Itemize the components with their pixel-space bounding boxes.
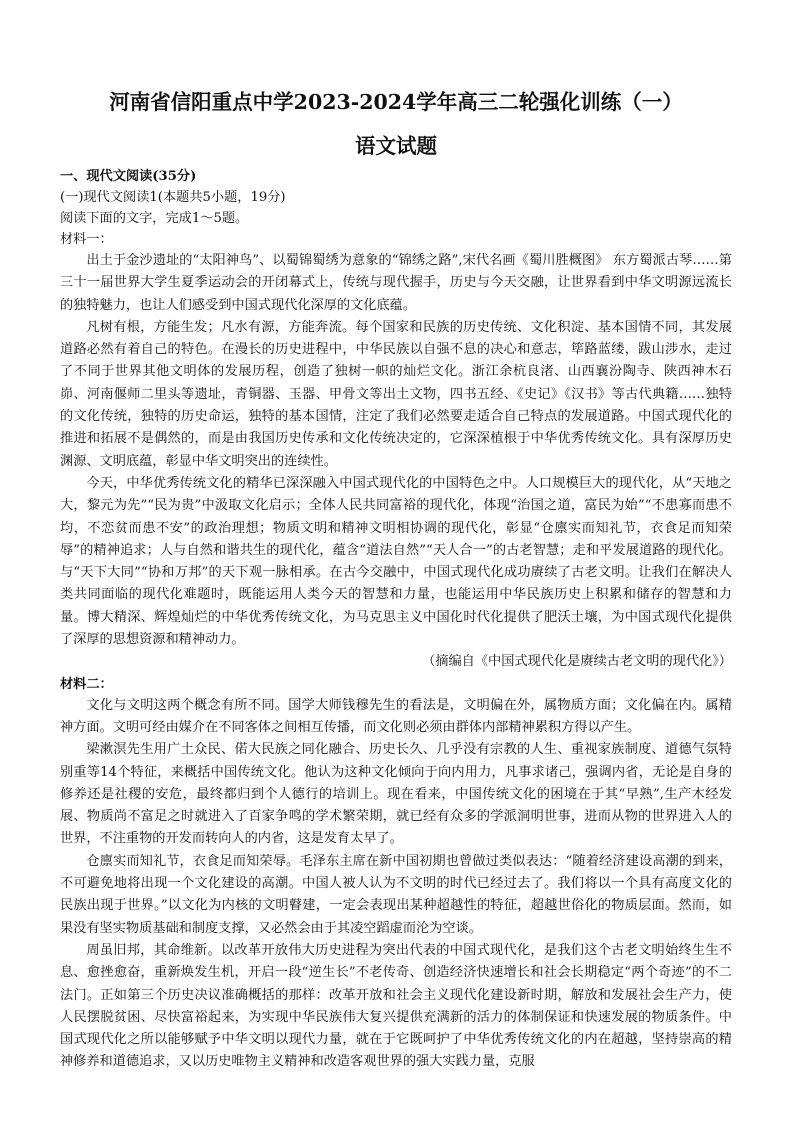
- material2-label: 材料二：: [60, 676, 113, 692]
- material1-paragraph-2: 凡树有根，方能生发；凡水有源，方能奔流。每个国家和民族的历史传统、文化积淀、基本国情不同，其发展道路必然有着自己的特色。在漫长的历史进程中，中华民族以自强不息的决心和意志，筚路蓝缕，跋山涉水，走过了不同于世界其他文明体的发展历程，创造了独树一帜的灿烂文化。浙江余杭良渚、山西襄汾陶寺、陕西神木石峁、河南偃师二里头等遗址，青铜器、玉器、甲骨文等出土文物，四书五经、《史记》《汉书》等古代典籍……独特的文化传统，独特的历史命运，独特的基本国情，注定了我们必然要走适合自己特点的发展道路。中国式现代化的推进和拓展不是偶然的，而是由我国历史传承和文化传统决定的，它深深植根于中华优秀传统文化。具有深厚历史渊源、文明底蕴，彰显中华文明突出的连续性。: [60, 319, 732, 469]
- document-page: [60, 86, 732, 1074]
- document-title: 河南省信阳重点中学2023-2024学年高三二轮强化训练（一）: [109, 90, 683, 114]
- material2-paragraph-3: 仓廪实而知礼节，衣食足而知荣辱。毛泽东主席在新中国初期也曾做过类似表达：“随着经济建设高潮的到来，不可避免地将出现一个文化建设的高潮。中国人被人认为不文明的时代已经过去了。我们将以一个具有高度文化的民族出现于世界。”以文化为内核的文明瞽建，一定会表现出某种超越性的特征，超越世俗化的物质层面。然而，如果没有坚实物质基础和制度支撑，又必然会由于其凌空蹈虚而沦为空谈。: [60, 853, 732, 936]
- material2-paragraph-1: 文化与文明这两个概念有所不同。国学大师钱穆先生的看法是，文明偏在外，属物质方面；文化偏在内。属精神方面。文明可经由媒介在不同客体之间相互传播，而文化则必须由群体内部精神累积方得以产生。: [60, 697, 732, 735]
- reading-instruction: 阅读下面的文字，完成1～5题。: [60, 211, 249, 226]
- material2-paragraph-4: 周虽旧邦，其命维新。以改革开放伟大历史进程为突出代表的中国式现代化，是我们这个古老文明始终生生不息、愈挫愈奋，重新焕发生机，开启一段“逆生长”不老传奇、创造经济快速增长和社会长期稳定“两个奇迹”的不二法门。正如第三个历史决议准确概括的那样：改革开放和社会主义现代化建设新时期，解放和发展社会生产力，使人民摆脱贫困、尽快富裕起来，为实现中华民族伟大复兴提供充满新的活力的体制保证和快速发展的物质条件。中国式现代化之所以能够赋予中华文明以现代力量，就在于它既呵护了中华优秀传统文化的内在超越，坚持崇高的精神修养和道德追求，又以历史唯物主义精神和改造客观世界的强大实践力量，克服: [60, 942, 732, 1070]
- material1-source: （摘编自《中国式现代化是赓续古老文明的现代化》）: [422, 654, 732, 670]
- material2-paragraph-2: 梁漱溟先生用广土众民、偌大民族之同化融合、历史长久、几乎没有宗教的人生、重视家族制度、道德气氛特别重等14个特征，来概括中国传统文化。他认为这种文化倾向于向内用力，凡事求诸己，强调内省，无论是自身的修养还是社稷的安危，最终都归到个人德行的培训上。现在看来，中国传统文化的困境在于其“早熟”,生产木经发展、物质尚不富足之时就进入了百家争鸣的学术繁荣期，就已经有众多的学派洞明世事，进而从物的世界进入人的世界，不注重物的开发而转向人的内省，这是发育太早了。: [60, 742, 732, 847]
- document-subtitle: 语文试题: [355, 134, 437, 158]
- sub-heading: (一)现代文阅读1(本题共5小题，19分): [60, 190, 286, 205]
- material1-label: 材料一：: [60, 232, 113, 247]
- material1-paragraph-1: 出土于金沙遗址的“太阳神鸟”、以蜀锦蜀绣为意象的“锦绣之路”,宋代名画《蜀川胜概图》 东方蜀派古琴……第三十一届世界大学生夏季运动会的开闭幕式上，传统与现代握手，历史与今天交融，让世界看到中华文明源远流长的独特魅力，也让人们感受到中国式现代化深厚的文化底蕴。: [60, 253, 732, 313]
- section-heading: 一、现代文阅读(35分): [60, 169, 197, 184]
- material1-paragraph-3: 今天，中华优秀传统文化的精华已深深融入中国式现代化的中国特色之中。人口规模巨大的现代化，从“天地之大，黎元为先”“民为贵”中汲取文化启示；全体人民共同富裕的现代化，体现“治国之道，富民为始”“不患寡而患不均，不恋贫而患不安”的政治理想；物质文明和精神文明相协调的现代化，彰显“仓廪实而知礼节，衣食足而知荣辱”的精神追求；人与自然和谐共生的现代化，蕴含“道法自然”“天人合一”的古老智慧；走和平发展道路的现代化。与“天下大同”“协和万邦”的天下观一脉相承。在古今交融中，中国式现代化成功赓续了古老文明。让我们在解决人类共同面临的现代化难题时，既能运用人类今天的智慧和力量，也能运用中华民族历史上积累和储存的智慧和力量。博大精深、辉煌灿烂的中华优秀传统文化，为马克思主义中国化时代化提供了肥沃土壤，为中国式现代化提供了深厚的思想资源和精神动力。: [60, 475, 732, 648]
